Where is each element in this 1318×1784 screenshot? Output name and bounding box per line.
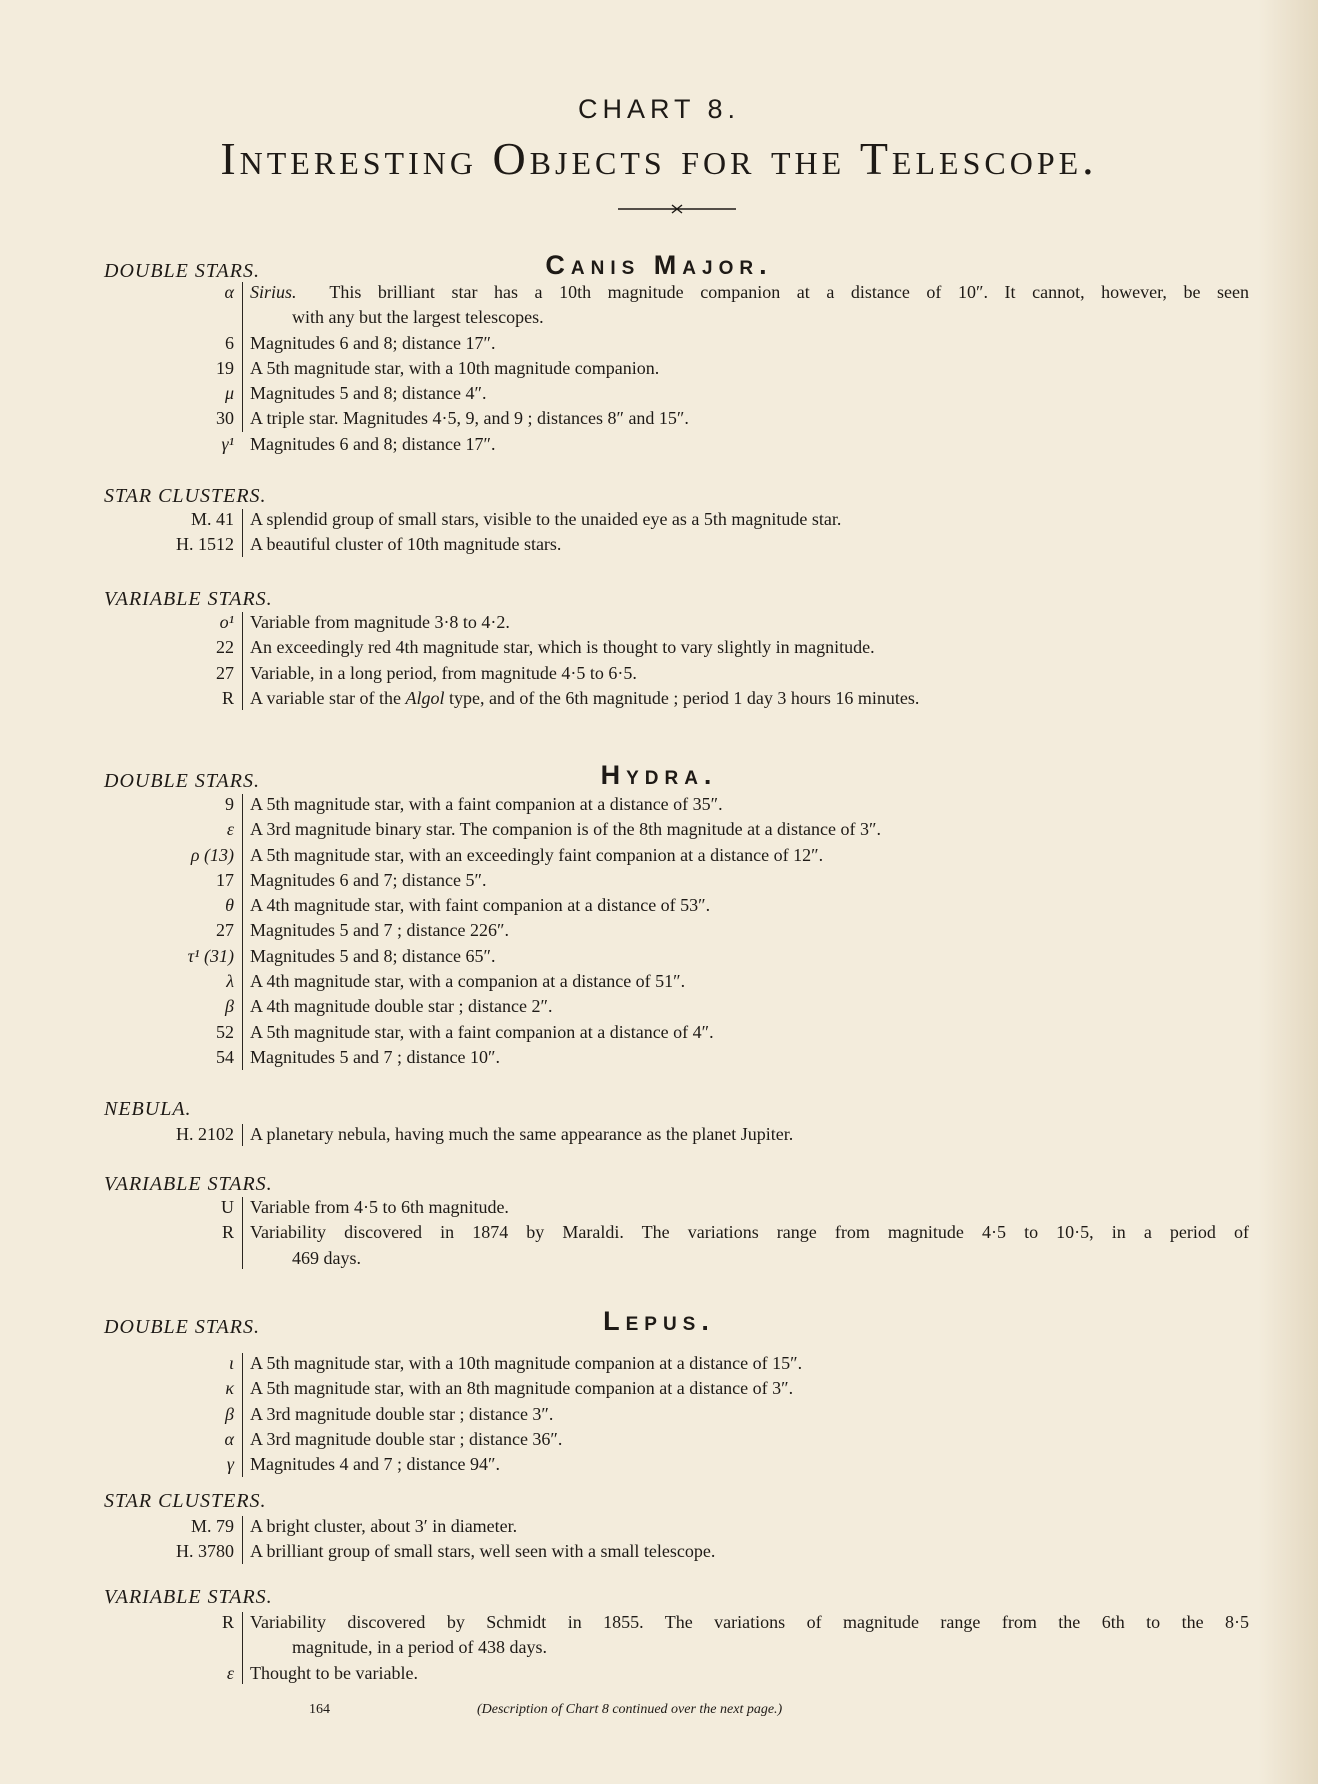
row-text: A 3rd magnitude double star ; distance 36″. <box>250 1428 563 1449</box>
row-text: Variable from 4·5 to 6th magnitude. <box>250 1197 509 1217</box>
row-text: Variable, in a long period, from magnitude 4·5 to 6·5. <box>250 662 637 683</box>
object-label: H. 3780 <box>176 1541 234 1562</box>
row-text: Variability discovered in 1874 by Maraldi. The variations range from magnitude 4·5 to 10·5, in a period of <box>250 1222 1249 1243</box>
row-text: Thought to be variable. <box>250 1662 418 1683</box>
list-item <box>0 1045 1318 1070</box>
list-item <box>0 1020 1318 1045</box>
list-item <box>0 1661 1318 1686</box>
row-text: A 5th magnitude star, with an exceedingly faint companion at a distance of 12″. <box>250 844 824 865</box>
list-item <box>0 1195 1318 1220</box>
star-label: β <box>225 996 234 1017</box>
list-item <box>0 381 1318 406</box>
chart-number: CHART 8. <box>577 94 741 124</box>
row-text: A 5th magnitude star, with a 10th magnitude companion. <box>250 357 660 378</box>
list-item <box>0 918 1318 943</box>
list-item <box>0 1610 1318 1661</box>
star-label: 6 <box>225 332 234 353</box>
list-item <box>0 1122 1318 1147</box>
row-text: A triple star. Magnitudes 4·5, 9, and 9 ; distances 8″ and 15″. <box>250 408 689 429</box>
row-text: A variable star of the Algol type, and of the 6th magnitude ; period 1 day 3 hours 16 minutes. <box>250 687 920 708</box>
list-item <box>0 1402 1318 1427</box>
object-label: H. 1512 <box>176 534 234 555</box>
row-text: A bright cluster, about 3′ in diameter. <box>250 1516 518 1536</box>
list-item <box>0 817 1318 842</box>
row-text: A beautiful cluster of 10th magnitude stars. <box>250 534 562 555</box>
row-text: Sirius. This brilliant star has a 10th magnitude companion at a distance of 10″. It cannot, however, be seen <box>250 282 1249 302</box>
object-label: H. 2102 <box>176 1124 234 1144</box>
row-text-continued: 469 days. <box>292 1247 361 1268</box>
page-number: 164 <box>309 1702 330 1717</box>
list-item <box>0 1452 1318 1477</box>
list-item <box>0 969 1318 994</box>
category-heading: NEBULA. <box>104 1098 192 1120</box>
row-text: A 5th magnitude star, with an 8th magnitude companion at a distance of 3″. <box>250 1378 794 1399</box>
list-item <box>0 1351 1318 1376</box>
star-label: μ <box>224 383 234 404</box>
list-item <box>0 356 1318 381</box>
row-text: A 4th magnitude double star ; distance 2″. <box>250 996 553 1017</box>
list-item <box>0 280 1318 331</box>
row-text: An exceedingly red 4th magnitude star, which is thought to vary slightly in magnitude. <box>250 637 875 658</box>
list-item <box>0 635 1318 660</box>
row-text: Magnitudes 5 and 7 ; distance 10″. <box>250 1046 500 1067</box>
star-label: 27 <box>216 920 234 941</box>
list-item <box>0 661 1318 686</box>
row-text: A planetary nebula, having much the same appearance as the planet Jupiter. <box>250 1124 794 1144</box>
star-label: U <box>221 1197 234 1217</box>
list-item <box>0 532 1318 557</box>
row-text-continued: with any but the largest telescopes. <box>292 307 544 328</box>
list-item <box>0 1220 1318 1271</box>
category-heading: DOUBLE STARS. <box>104 1316 260 1338</box>
category-heading: VARIABLE STARS. <box>104 1173 273 1195</box>
star-label: 19 <box>216 357 234 378</box>
star-label: ε <box>226 1662 234 1683</box>
category-heading: DOUBLE STARS. <box>104 770 260 792</box>
star-label: ρ (13) <box>190 844 234 865</box>
row-text: A 4th magnitude star, with a companion at a distance of 51″. <box>250 971 686 992</box>
row-text: Magnitudes 5 and 7 ; distance 226″. <box>250 920 509 941</box>
object-label: M. 79 <box>190 1516 234 1536</box>
row-text-continued: magnitude, in a period of 438 days. <box>292 1637 547 1658</box>
category-heading: STAR CLUSTERS. <box>104 485 267 507</box>
row-text: Variable from magnitude 3·8 to 4·2. <box>250 612 510 632</box>
row-text: Magnitudes 6 and 7; distance 5″. <box>250 869 487 890</box>
row-text: A 5th magnitude star, with a 10th magnitude companion at a distance of 15″. <box>250 1353 803 1373</box>
list-item <box>0 994 1318 1019</box>
list-item <box>0 1514 1318 1539</box>
list-item <box>0 1427 1318 1452</box>
constellation-title: Canis Major. <box>545 250 773 280</box>
list-item <box>0 610 1318 635</box>
list-item <box>0 944 1318 969</box>
star-label: γ <box>226 1454 234 1475</box>
star-label: 54 <box>216 1046 234 1067</box>
category-heading: DOUBLE STARS. <box>104 260 260 282</box>
object-label: M. 41 <box>190 509 234 529</box>
star-label: R <box>221 1612 234 1632</box>
star-label: 52 <box>216 1021 234 1042</box>
row-text: A splendid group of small stars, visible to the unaided eye as a 5th magnitude star. <box>250 509 842 529</box>
row-text: Variability discovered by Schmidt in 1855. The variations of magnitude range from the 6th to the 8·5 <box>250 1612 1249 1632</box>
row-text: Magnitudes 5 and 8; distance 65″. <box>250 945 496 966</box>
star-label: α <box>224 282 234 302</box>
star-label: 22 <box>216 637 234 658</box>
ornament-divider <box>618 203 736 215</box>
star-label: τ¹ (31) <box>187 945 234 966</box>
row-text: A 5th magnitude star, with a faint companion at a distance of 35″. <box>250 794 723 814</box>
row-text: Magnitudes 5 and 8; distance 4″. <box>250 383 487 404</box>
row-text: Magnitudes 6 and 8; distance 17″. <box>250 433 496 454</box>
star-label: R <box>221 1222 234 1243</box>
list-item <box>0 507 1318 532</box>
star-type: Algol <box>405 687 445 708</box>
star-label: R <box>221 687 234 708</box>
constellation-title: Hydra. <box>600 760 718 790</box>
star-label: α <box>224 1428 234 1449</box>
continuation-note: (Description of Chart 8 continued over the next page.) <box>477 1702 783 1717</box>
star-label: κ <box>225 1378 234 1399</box>
row-text: A 3rd magnitude double star ; distance 3″. <box>250 1403 554 1424</box>
row-text: A brilliant group of small stars, well seen with a small telescope. <box>250 1541 716 1562</box>
list-item <box>0 1539 1318 1564</box>
row-text: Magnitudes 6 and 8; distance 17″. <box>250 332 496 353</box>
star-label: γ¹ <box>221 433 234 454</box>
category-heading: VARIABLE STARS. <box>104 1586 273 1608</box>
star-label: 9 <box>225 794 234 814</box>
list-item <box>0 868 1318 893</box>
row-text: A 5th magnitude star, with a faint companion at a distance of 4″. <box>250 1021 714 1042</box>
row-text: Magnitudes 4 and 7 ; distance 94″. <box>250 1454 500 1475</box>
list-item <box>0 406 1318 431</box>
star-name: Sirius. <box>250 282 297 302</box>
category-heading: VARIABLE STARS. <box>104 588 273 610</box>
star-label: ι <box>228 1353 234 1373</box>
list-item <box>0 686 1318 711</box>
star-label: β <box>225 1403 234 1424</box>
constellation-title: Lepus. <box>603 1306 715 1336</box>
category-heading: STAR CLUSTERS. <box>104 1490 267 1512</box>
list-item <box>0 432 1318 457</box>
star-label: 17 <box>216 869 234 890</box>
list-item <box>0 893 1318 918</box>
star-label: θ <box>225 895 234 916</box>
star-label: λ <box>226 971 234 992</box>
star-label: 27 <box>216 662 234 683</box>
row-text: A 3rd magnitude binary star. The companion is of the 8th magnitude at a distance of 3″. <box>250 819 882 840</box>
star-label: ε <box>226 819 234 840</box>
row-text: A 4th magnitude star, with faint companion at a distance of 53″. <box>250 895 711 916</box>
list-item <box>0 792 1318 817</box>
list-item <box>0 1376 1318 1401</box>
list-item <box>0 331 1318 356</box>
star-label: 30 <box>216 408 234 429</box>
star-label: o¹ <box>219 612 234 632</box>
page-title: Interesting Objects for the Telescope. <box>220 133 1098 184</box>
list-item <box>0 843 1318 868</box>
